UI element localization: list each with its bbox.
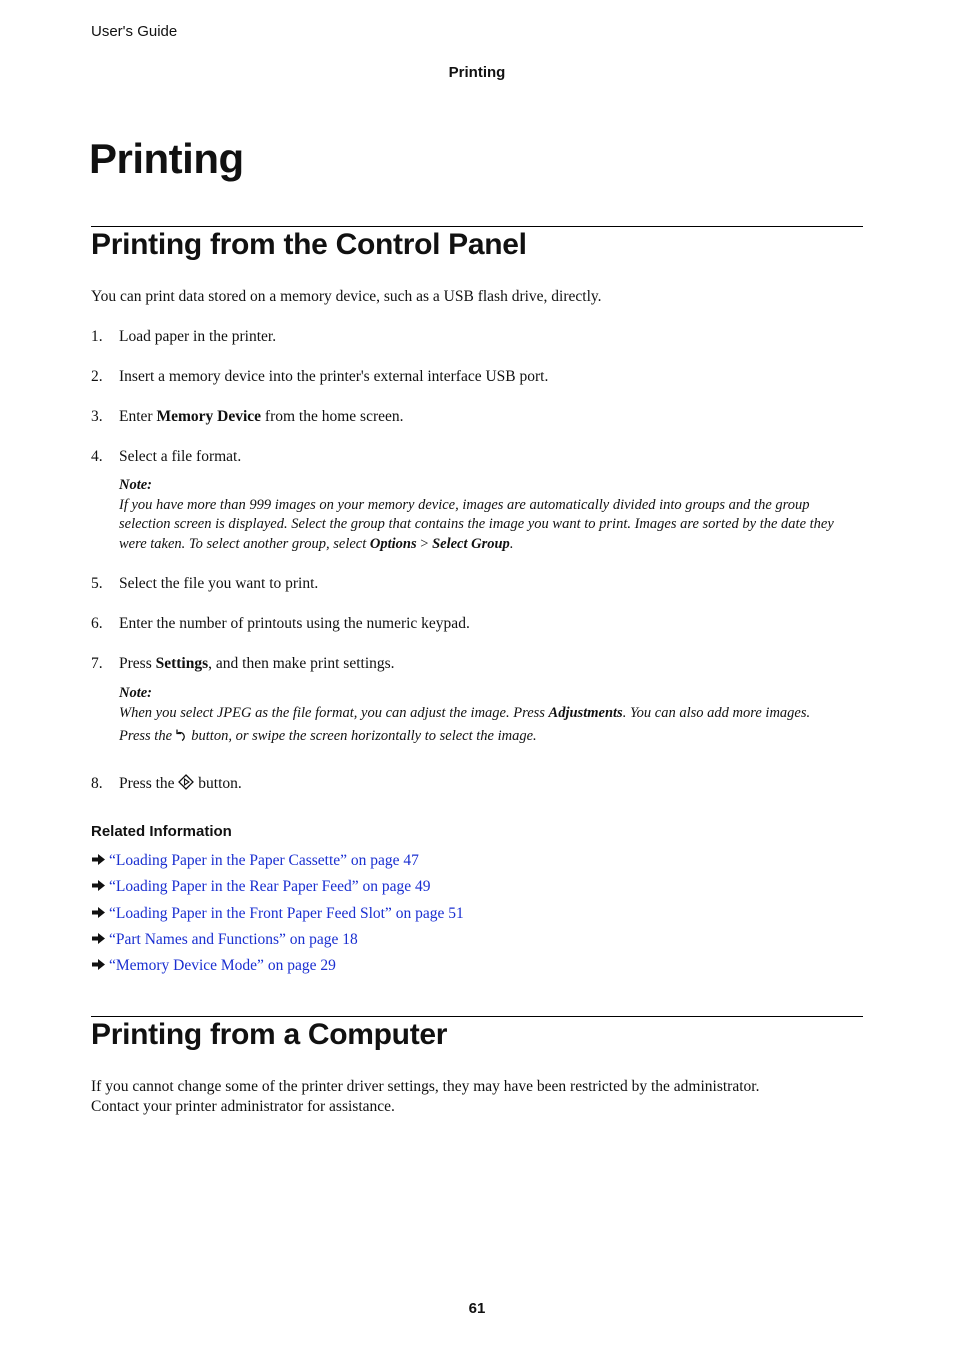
related-link-item[interactable]	[91, 956, 336, 977]
step-number: 3.	[91, 408, 103, 425]
step-text: Select the file you want to print.	[119, 575, 319, 592]
step-number: 4.	[91, 448, 103, 465]
section-heading-computer: Printing from a Computer	[91, 1018, 448, 1051]
arrow-right-icon	[91, 878, 109, 898]
note-label: Note:	[119, 685, 153, 701]
related-link[interactable]: “Part Names and Functions” on page 18	[109, 931, 358, 948]
step-number: 5.	[91, 575, 103, 592]
related-link-item[interactable]	[91, 904, 464, 925]
arrow-right-icon	[91, 905, 109, 925]
note-label: Note:	[119, 477, 153, 493]
step-text: Load paper in the printer.	[119, 328, 277, 345]
step-text: Insert a memory device into the printer's external interface USB port.	[119, 368, 549, 385]
related-link[interactable]: “Loading Paper in the Paper Cassette” on page 47	[109, 852, 419, 869]
note-line: Press the button, or swipe the screen horizontally to select the image.	[119, 727, 863, 749]
step-number: 2.	[91, 368, 103, 385]
step-text: Select a file format.	[119, 448, 242, 465]
running-section-title: Printing	[448, 64, 506, 81]
section-intro: You can print data stored on a memory device, such as a USB flash drive, directly.	[91, 288, 602, 305]
step-number: 1.	[91, 328, 103, 345]
doc-header-title: User's Guide	[91, 23, 178, 40]
note-box	[119, 684, 863, 749]
start-diamond-icon	[178, 774, 194, 796]
related-link[interactable]: “Loading Paper in the Rear Paper Feed” on page 49	[109, 878, 431, 895]
arrow-right-icon	[91, 852, 109, 872]
related-information-heading: Related Information	[91, 823, 232, 840]
ui-term: Settings	[155, 655, 209, 672]
related-link[interactable]: “Loading Paper in the Front Paper Feed Slot” on page 51	[109, 905, 464, 922]
page-title: Printing	[89, 135, 244, 182]
note-line: When you select JPEG as the file format, you can adjust the image. Press Adjustments. You can also add more images.	[119, 704, 811, 721]
arrow-right-icon	[91, 931, 109, 951]
ui-term: Select Group	[432, 535, 510, 552]
related-link[interactable]: “Memory Device Mode” on page 29	[109, 957, 336, 974]
ui-term: Memory Device	[156, 408, 262, 425]
section-body-line: If you cannot change some of the printer driver settings, they may have been restricted by the administrator.	[91, 1078, 760, 1095]
section-heading-control-panel: Printing from the Control Panel	[91, 228, 527, 261]
section-body	[91, 1077, 863, 1117]
section-divider	[91, 1016, 863, 1017]
step-number: 6.	[91, 615, 103, 632]
section-body-line: Contact your printer administrator for assistance.	[91, 1098, 395, 1115]
step-text: Press Settings, and then make print settings.	[119, 655, 395, 672]
page-number: 61	[468, 1300, 486, 1317]
arrow-right-icon	[91, 957, 109, 977]
related-link-item[interactable]	[91, 930, 358, 951]
back-arrow-icon	[176, 727, 188, 749]
section-divider	[91, 226, 863, 227]
note-box	[119, 476, 863, 554]
related-link-item[interactable]	[91, 851, 419, 872]
related-link-item[interactable]	[91, 877, 431, 898]
step-number: 8.	[91, 775, 103, 792]
step-number: 7.	[91, 655, 103, 672]
ui-term: Options	[369, 535, 417, 552]
note-text: If you have more than 999 images on your memory device, images are automatically divided into groups and the group selection screen is displayed. Select the group that contains the image you want to print. Images are sorted by the date they were taken. To select another group, select Options > Select Group.	[119, 496, 834, 552]
step-text: Enter the number of printouts using the numeric keypad.	[119, 615, 470, 632]
ui-term: Adjustments	[548, 704, 623, 721]
step-text: Enter Memory Device from the home screen.	[119, 408, 404, 425]
step-text: Press the button.	[119, 774, 242, 796]
